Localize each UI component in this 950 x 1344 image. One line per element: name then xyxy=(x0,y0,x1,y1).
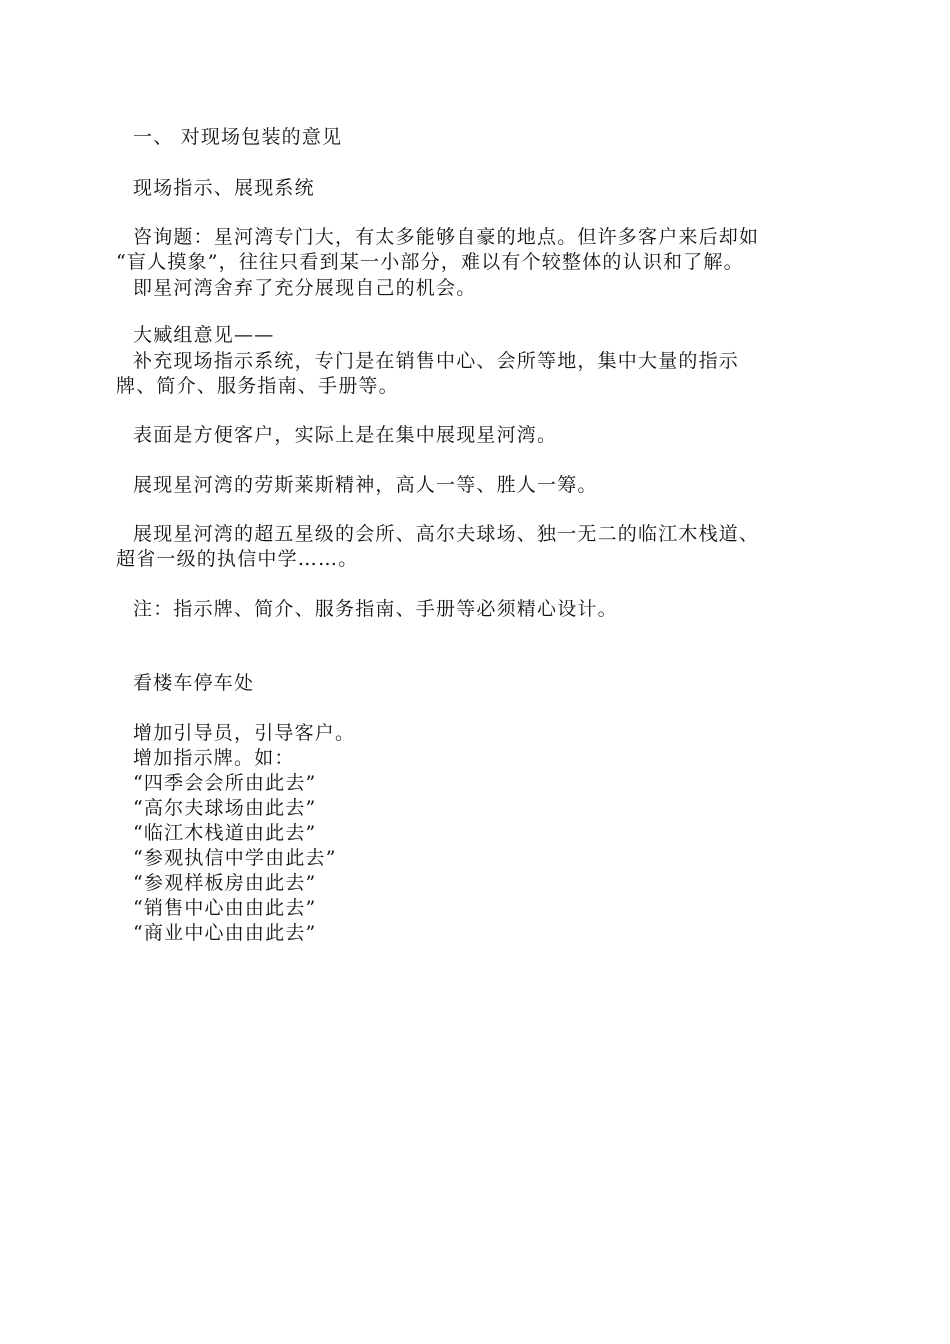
list-item: “临江木栈道由此去” xyxy=(133,822,317,844)
problem-paragraph-line-3: 即星河湾舍弃了充分展现自己的机会。 xyxy=(133,277,477,299)
list-item: “四季会会所由此去” xyxy=(133,772,317,794)
point-paragraph-3-line-2: 超省一级的执信中学……。 xyxy=(116,548,359,570)
list-item: “参观样板房由此去” xyxy=(133,872,317,894)
problem-paragraph-line-1: 咨询题：星河湾专门大，有太多能够自豪的地点。但许多客户来后却如 xyxy=(133,226,760,248)
opinion-paragraph-line-2: 牌、简介、服务指南、手册等。 xyxy=(116,375,399,397)
point-paragraph-3-line-1: 展现星河湾的超五星级的会所、高尔夫球场、独一无二的临江木栈道、 xyxy=(133,523,760,545)
note-paragraph: 注：指示牌、简介、服务指南、手册等必须精心设计。 xyxy=(133,598,618,620)
list-item: “销售中心由由此去” xyxy=(133,897,317,919)
point-paragraph-1: 表面是方便客户，实际上是在集中展现星河湾。 xyxy=(133,424,558,446)
list-item: 增加引导员，引导客户。 xyxy=(133,722,356,744)
list-item: “商业中心由由此去” xyxy=(133,922,317,944)
list-item: 增加指示牌。如： xyxy=(133,747,295,769)
section-title: 现场指示、展现系统 xyxy=(133,177,315,199)
opinion-paragraph-line-1: 补充现场指示系统，专门是在销售中心、会所等地，集中大量的指示 xyxy=(133,350,740,372)
parking-title: 看楼车停车处 xyxy=(133,672,255,694)
point-paragraph-2: 展现星河湾的劳斯莱斯精神，高人一等、胜人一筹。 xyxy=(133,474,598,496)
list-item: “参观执信中学由此去” xyxy=(133,847,337,869)
section-heading: 一、 对现场包装的意见 xyxy=(133,126,343,148)
problem-paragraph-line-2: “盲人摸象”，往往只看到某一小部分，难以有个较整体的认识和了解。 xyxy=(116,251,744,273)
list-item: “高尔夫球场由此去” xyxy=(133,797,317,819)
opinion-title: 大臧组意见—— xyxy=(133,324,275,346)
